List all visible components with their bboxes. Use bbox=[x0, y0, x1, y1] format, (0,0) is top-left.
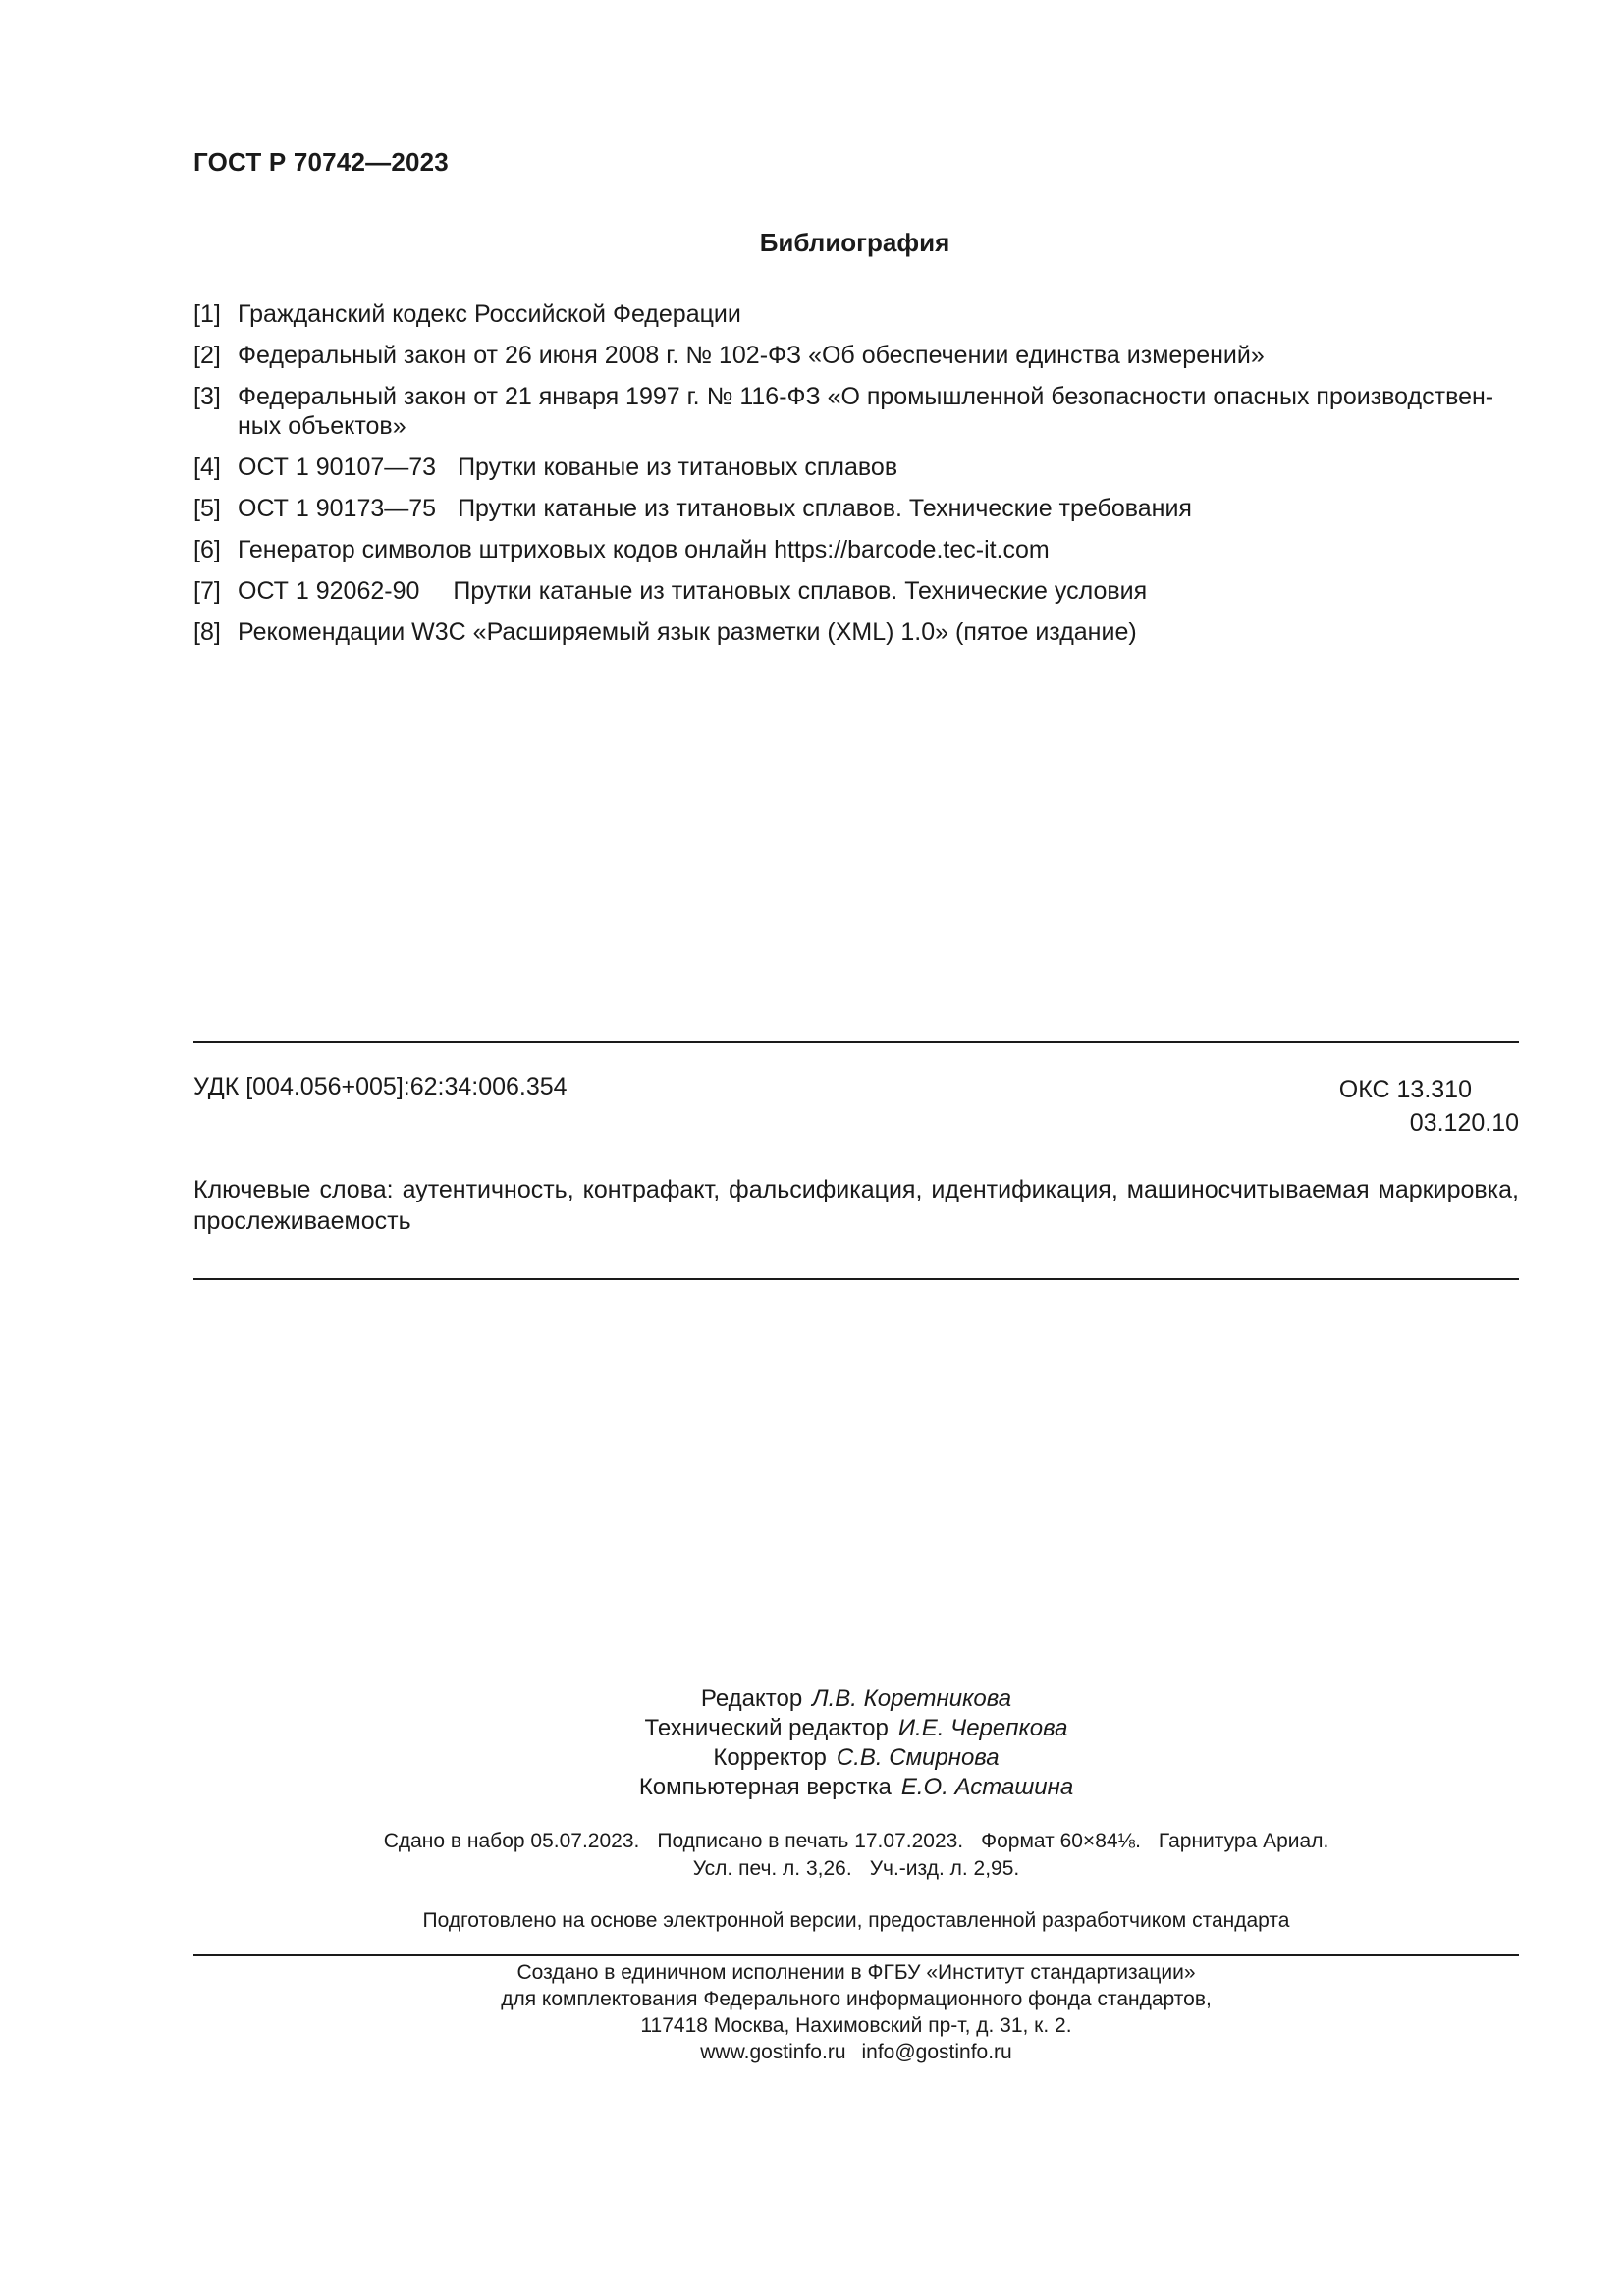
bibliography-item bbox=[193, 382, 1519, 441]
keywords-text: Ключевые слова: аутентичность, контрафакт, фальсификация, идентификация, машиносчитываемая маркировка, прослеживаемость bbox=[193, 1176, 1519, 1235]
standard-reference-code: ОСТ 1 90107—73 bbox=[238, 454, 437, 481]
credit-name: Л.В. Коретникова bbox=[812, 1685, 1012, 1712]
bibliography-number: [3] bbox=[193, 383, 221, 410]
bibliography-text: Рекомендации W3C «Расширяемый язык разметки (XML) 1.0» (пятое издание) bbox=[238, 618, 1137, 646]
credit-line bbox=[193, 1743, 1519, 1773]
bibliography-text bbox=[238, 494, 1519, 523]
credit-name: С.В. Смирнова bbox=[836, 1744, 1000, 1771]
typeface: Гарнитура Ариал. bbox=[1158, 1830, 1329, 1852]
standard-reference-title: Прутки катаные из титановых сплавов. Технические условия bbox=[453, 577, 1148, 605]
print-info-line bbox=[193, 1828, 1519, 1855]
prepared-note: Подготовлено на основе электронной версии, предоставленной разработчиком стандарта bbox=[422, 1909, 1290, 1932]
bibliography-number: [7] bbox=[193, 577, 221, 605]
divider bbox=[193, 1041, 1519, 1043]
publishing-sheets: Уч.-изд. л. 2,95. bbox=[869, 1857, 1020, 1880]
bibliography-item bbox=[193, 341, 1519, 370]
bibliography-text: Генератор символов штриховых кодов онлайн https://barcode.tec-it.com bbox=[238, 536, 1050, 563]
bibliography-item bbox=[193, 617, 1519, 647]
bibliography-number: [5] bbox=[193, 495, 221, 522]
credit-name: И.Е. Черепкова bbox=[897, 1715, 1068, 1741]
credit-line bbox=[193, 1714, 1519, 1743]
bibliography-item bbox=[193, 535, 1519, 564]
oks-code-primary: ОКС 13.310 bbox=[1338, 1076, 1472, 1103]
bibliography-list bbox=[193, 299, 1519, 659]
oks-code-secondary: 03.120.10 bbox=[1409, 1109, 1519, 1137]
submitted-date: Сдано в набор 05.07.2023. bbox=[383, 1830, 640, 1852]
bibliography-text: Гражданский кодекс Российской Федерации bbox=[238, 300, 741, 328]
oks-codes bbox=[1339, 1073, 1519, 1140]
bibliography-number: [1] bbox=[193, 300, 221, 328]
bibliography-text bbox=[238, 453, 1519, 482]
bibliography-title: Библиография bbox=[759, 228, 950, 257]
bibliography-item bbox=[193, 453, 1519, 482]
credits-block bbox=[193, 1684, 1519, 1802]
credit-line bbox=[193, 1684, 1519, 1714]
bibliography-item bbox=[193, 494, 1519, 523]
print-info bbox=[193, 1828, 1519, 1883]
bibliography-text: Федеральный закон от 21 января 1997 г. № 116-ФЗ «О промышленной безопасности опасных производственных объектов» bbox=[238, 383, 1494, 440]
standard-reference-code: ОСТ 1 90173—75 bbox=[238, 495, 437, 522]
udk-code: УДК [004.056+005]:62:34:006.354 bbox=[193, 1073, 568, 1100]
divider bbox=[193, 1278, 1519, 1280]
bibliography-text bbox=[238, 576, 1519, 606]
website-link[interactable]: www.gostinfo.ru bbox=[700, 2041, 846, 2063]
credit-role: Технический редактор bbox=[644, 1715, 889, 1741]
standard-reference-title: Прутки катаные из титановых сплавов. Технические требования bbox=[458, 495, 1192, 522]
standard-reference-title: Прутки кованые из титановых сплавов bbox=[458, 454, 898, 481]
print-format: Формат 60×84⅛. bbox=[981, 1830, 1141, 1852]
bibliography-number: [2] bbox=[193, 342, 221, 369]
publisher-address: 117418 Москва, Нахимовский пр-т, д. 31, к. 2. bbox=[640, 2014, 1072, 2037]
divider bbox=[193, 1954, 1519, 1956]
credit-role: Редактор bbox=[700, 1685, 803, 1712]
bibliography-text: Федеральный закон от 26 июня 2008 г. № 102-ФЗ «Об обеспечении единства измерений» bbox=[238, 342, 1265, 369]
publisher-block bbox=[193, 1959, 1519, 2065]
bibliography-number: [8] bbox=[193, 618, 221, 646]
publisher-line: Создано в единичном исполнении в ФГБУ «Институт стандартизации» bbox=[516, 1961, 1196, 1984]
email-link[interactable]: info@gostinfo.ru bbox=[861, 2041, 1012, 2063]
signed-date: Подписано в печать 17.07.2023. bbox=[657, 1830, 964, 1852]
publisher-contacts bbox=[193, 2039, 1519, 2065]
standard-reference-code: ОСТ 1 92062-90 bbox=[238, 577, 420, 605]
credit-role: Корректор bbox=[713, 1744, 827, 1771]
credit-line bbox=[193, 1773, 1519, 1802]
print-info-line bbox=[193, 1855, 1519, 1883]
credit-role: Компьютерная верстка bbox=[638, 1774, 892, 1800]
bibliography-number: [6] bbox=[193, 536, 221, 563]
printed-sheets: Усл. печ. л. 3,26. bbox=[692, 1857, 852, 1880]
standard-code: ГОСТ Р 70742—2023 bbox=[193, 147, 449, 177]
bibliography-item bbox=[193, 576, 1519, 606]
credit-name: Е.О. Асташина bbox=[900, 1774, 1074, 1800]
bibliography-item bbox=[193, 299, 1519, 329]
bibliography-number: [4] bbox=[193, 454, 221, 481]
publisher-line: для комплектования Федерального информационного фонда стандартов, bbox=[501, 1988, 1212, 2010]
